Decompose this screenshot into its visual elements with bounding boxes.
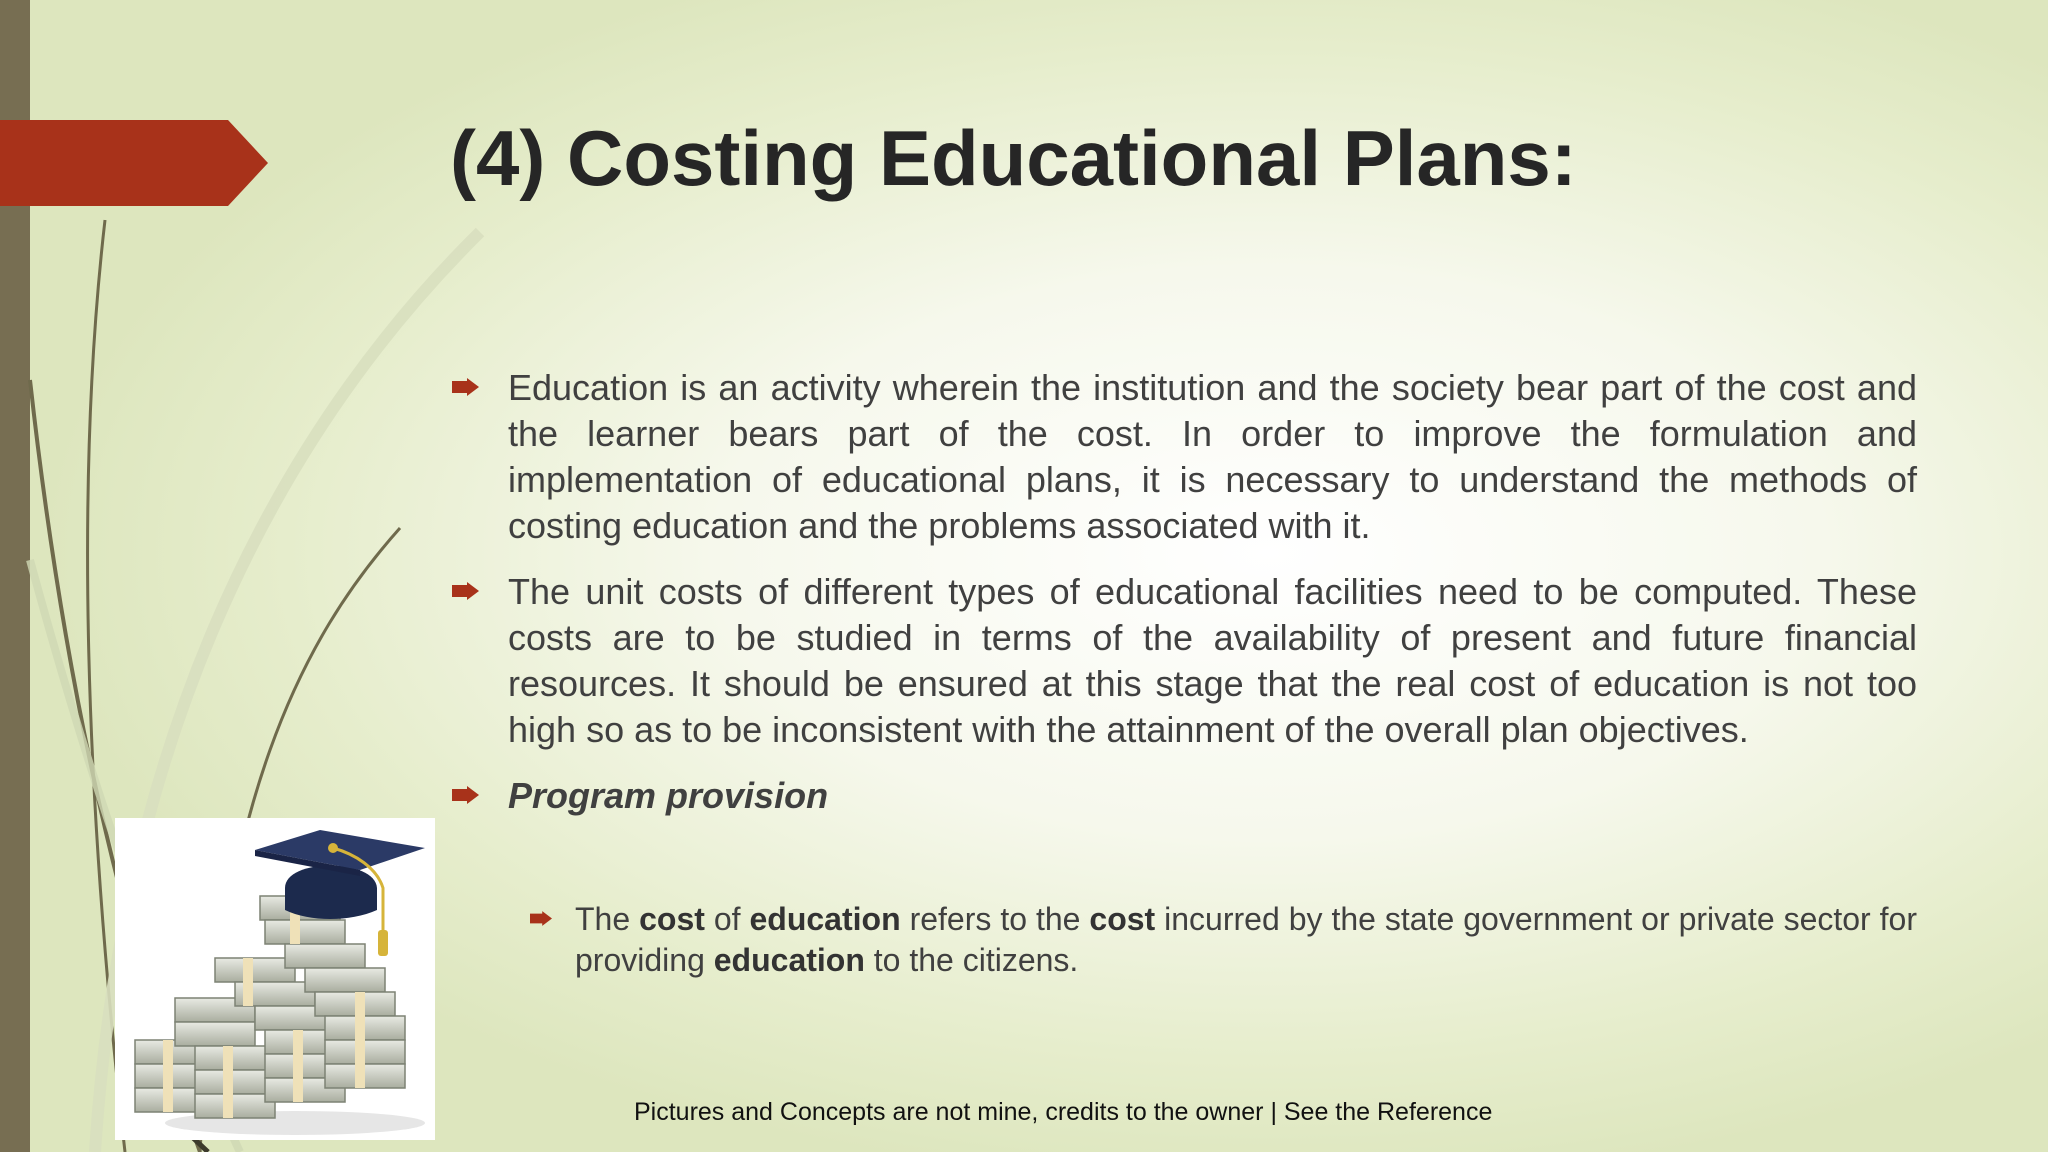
bullet-item (452, 365, 1917, 549)
text-segment-bold: education (749, 901, 901, 937)
arrow-bullet-icon (452, 786, 479, 804)
text-segment: The (575, 901, 640, 937)
text-segment-bold: cost (639, 901, 705, 937)
sub-bullet-item (530, 899, 1917, 981)
text-segment: of (704, 901, 750, 937)
slide-title: (4) Costing Educational Plans: (450, 114, 1577, 202)
text-segment: to the citizens. (864, 942, 1079, 978)
slide-content (452, 365, 1917, 981)
text-segment: incurred by the state government or private sector for providing (575, 901, 1917, 978)
text-segment-bold: education (713, 942, 865, 978)
text-segment-bold: cost (1089, 901, 1156, 937)
graduation-money-image (115, 818, 435, 1140)
sub-bullet-text (575, 901, 1917, 978)
arrow-bullet-icon (530, 911, 552, 926)
title-arrow-tab (0, 120, 270, 206)
bullet-text: The unit costs of different types of educational facilities need to be computed. These costs are to be studied in terms of the availability of present and future financial resources. It should be ensured at this stage that the real cost of education is not too high so as to be inconsistent with the attainment of the overall plan objectives. (508, 571, 1917, 750)
bullet-text: Education is an activity wherein the institution and the society bear part of the cost and the learner bears part of the cost. In order to improve the formulation and implementation of educational plans, it is necessary to understand the methods of costing education and the problems associated with it. (508, 367, 1917, 546)
text-segment: refers to the (900, 901, 1090, 937)
bullet-item-program-provision (452, 773, 1917, 819)
bullet-text: Program provision (508, 775, 829, 816)
graduation-cap-money-icon (115, 818, 435, 1140)
arrow-bullet-icon (452, 378, 479, 396)
bullet-item (452, 569, 1917, 753)
arrow-bullet-icon (452, 582, 479, 600)
slide-footer: Pictures and Concepts are not mine, credits to the owner | See the Reference (634, 1098, 1493, 1126)
